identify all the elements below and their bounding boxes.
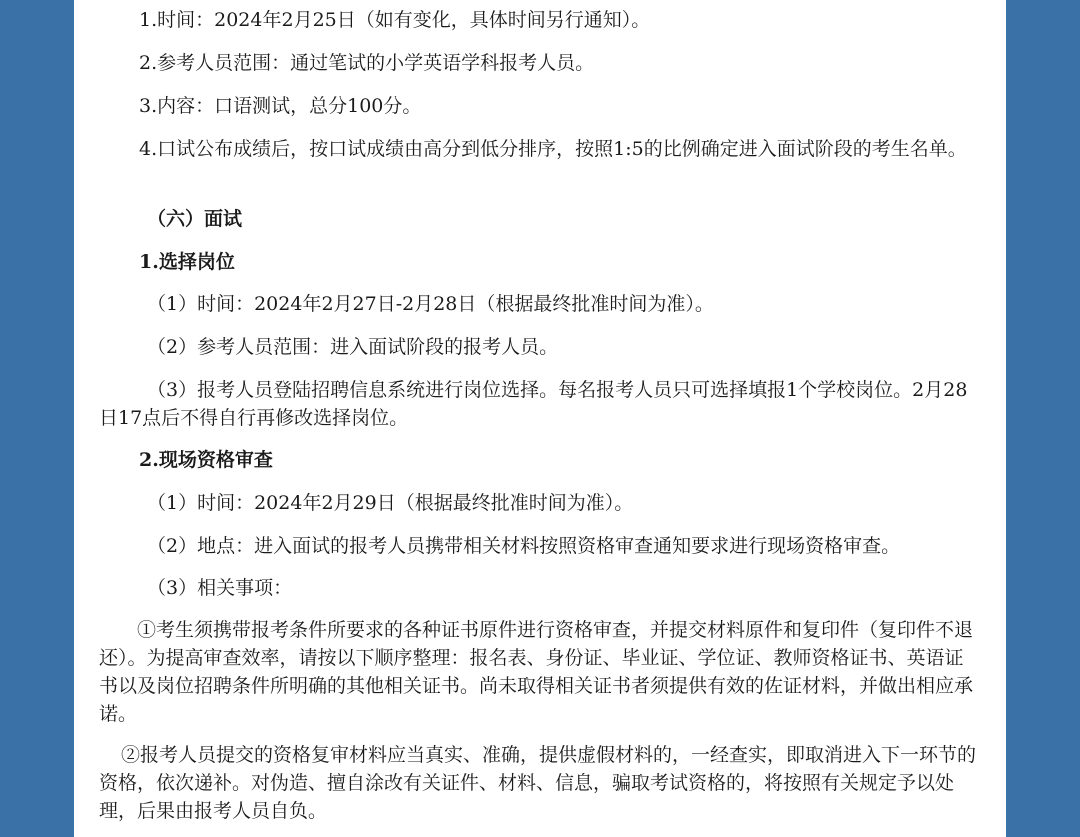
paragraph-content: 3.内容：口语测试，总分100分。: [139, 95, 422, 117]
subsection-heading-qualification-review: 2.现场资格审查: [139, 449, 273, 471]
subsection-heading-select-position: 1.选择岗位: [139, 251, 235, 273]
paragraph-participants: 2.参考人员范围：通过笔试的小学英语学科报考人员。: [139, 52, 595, 74]
paragraph-authenticity: ②报考人员提交的资格复审材料应当真实、准确，提供虚假材料的，一经查实，即取消进入下一环节的资格，依次递补。对伪造、擅自涂改有关证件、材料、信息，骗取考试资格的，将按照有关规定予以处理，后果由报考人员自负。: [99, 744, 977, 822]
document-page: [74, 0, 1006, 837]
paragraph-review-time: （1）时间：2024年2月29日（根据最终批准时间为准）。: [147, 492, 634, 514]
paragraph-review-matters: （3）相关事项：: [147, 577, 293, 599]
paragraph-select-system: （3）报考人员登陆招聘信息系统进行岗位选择。每名报考人员只可选择填报1个学校岗位。2月28日17点后不得自行再修改选择岗位。: [99, 379, 968, 429]
paragraph-ranking: 4.口试公布成绩后，按口试成绩由高分到低分排序，按照1:5的比例确定进入面试阶段的考生名单。: [139, 138, 967, 160]
paragraph-time: 1.时间：2024年2月25日（如有变化，具体时间另行通知）。: [139, 9, 651, 31]
paragraph-review-location: （2）地点：进入面试的报考人员携带相关材料按照资格审查通知要求进行现场资格审查。: [147, 535, 901, 557]
section-heading-interview: （六）面试: [147, 208, 243, 230]
paragraph-certificates: ①考生须携带报考条件所要求的各种证书原件进行资格审查，并提交材料原件和复印件（复印件不退还）。为提高审查效率，请按以下顺序整理：报名表、身份证、毕业证、学位证、教师资格证书、英语证书以及岗位招聘条件所明确的其他相关证书。尚未取得相关证书者须提供有效的佐证材料，并做出相应承诺。: [99, 619, 974, 725]
paragraph-select-participants: （2）参考人员范围：进入面试阶段的报考人员。: [147, 336, 559, 358]
paragraph-select-time: （1）时间：2024年2月27日-2月28日（根据最终批准时间为准）。: [147, 293, 714, 315]
